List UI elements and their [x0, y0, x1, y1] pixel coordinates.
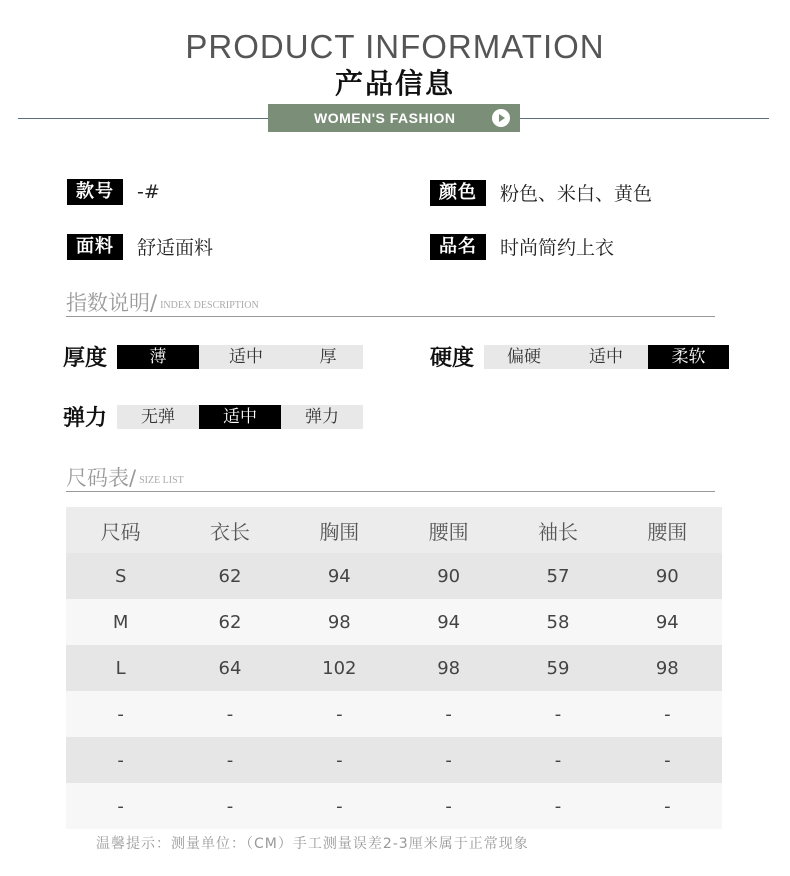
index-bar [117, 345, 363, 369]
col-header: 腰围 [394, 507, 503, 553]
index-option: 弹力 [305, 406, 339, 427]
table-cell: 90 [613, 553, 722, 599]
title-en: PRODUCT INFORMATION [185, 28, 605, 65]
index-label: 厚度 [63, 346, 108, 371]
table-cell: - [66, 691, 175, 737]
size-table-header [66, 507, 722, 553]
info-tag: 颜色 [430, 180, 486, 206]
measurement-note: 温馨提示：测量单位：（CM）手工测量误差2-3厘米属于正常现象 [96, 836, 529, 852]
table-cell: 62 [175, 553, 284, 599]
table-cell: - [175, 737, 284, 783]
index-option: 适中 [589, 346, 623, 367]
index-option: 薄 [117, 345, 199, 369]
index-label: 弹力 [63, 406, 108, 431]
info-value: 粉色、米白、黄色 [500, 183, 653, 205]
table-cell: - [66, 737, 175, 783]
col-header: 腰围 [613, 507, 722, 553]
table-cell: 62 [175, 599, 284, 645]
table-row [66, 783, 722, 829]
table-cell: 59 [503, 645, 612, 691]
index-option: 适中 [199, 405, 281, 429]
size-table [66, 507, 722, 829]
index-hardness [430, 341, 729, 372]
index-option: 无弹 [141, 406, 175, 427]
col-header: 袖长 [503, 507, 612, 553]
info-tag: 品名 [430, 234, 486, 260]
table-cell: - [285, 691, 394, 737]
banner-label: WOMEN'S FASHION [314, 110, 456, 126]
table-cell: - [503, 737, 612, 783]
table-cell: - [66, 783, 175, 829]
index-option: 适中 [229, 346, 263, 367]
table-cell: 57 [503, 553, 612, 599]
table-cell: - [613, 737, 722, 783]
table-cell: 98 [613, 645, 722, 691]
table-cell: S [66, 553, 175, 599]
col-header: 胸围 [285, 507, 394, 553]
info-tag: 面料 [67, 234, 123, 260]
index-elasticity [63, 401, 363, 432]
table-cell: 102 [285, 645, 394, 691]
table-cell: 98 [285, 599, 394, 645]
table-cell: - [285, 783, 394, 829]
fashion-banner [268, 104, 520, 132]
play-icon [492, 109, 510, 127]
table-cell: - [613, 691, 722, 737]
info-value: 时尚简约上衣 [500, 237, 615, 259]
table-cell: - [503, 691, 612, 737]
table-cell: - [394, 783, 503, 829]
section-title-en: SIZE LIST [139, 475, 184, 486]
info-value: 舒适面料 [137, 237, 214, 259]
table-cell: 90 [394, 553, 503, 599]
table-cell: M [66, 599, 175, 645]
table-cell: - [503, 783, 612, 829]
col-header: 衣长 [175, 507, 284, 553]
table-cell: - [175, 783, 284, 829]
info-fabric [67, 233, 213, 260]
info-style-number [67, 179, 160, 205]
table-cell: L [66, 645, 175, 691]
section-slash: / [129, 466, 137, 490]
index-option: 偏硬 [507, 346, 541, 367]
index-label: 硬度 [430, 346, 475, 371]
index-thickness [63, 341, 363, 372]
section-title-en: INDEX DESCRIPTION [160, 300, 259, 311]
table-cell: - [175, 691, 284, 737]
table-cell: 98 [394, 645, 503, 691]
table-cell: 94 [285, 553, 394, 599]
table-cell: 58 [503, 599, 612, 645]
table-cell: - [285, 737, 394, 783]
table-cell: 64 [175, 645, 284, 691]
table-cell: - [394, 691, 503, 737]
index-section-heading [66, 288, 715, 317]
index-option: 厚 [319, 346, 337, 367]
index-bar [484, 345, 729, 369]
table-cell: 94 [613, 599, 722, 645]
section-title-cn: 尺码表 [66, 466, 129, 490]
table-cell: - [394, 737, 503, 783]
table-cell: 94 [394, 599, 503, 645]
section-title-cn: 指数说明 [66, 291, 150, 315]
info-value: -# [137, 181, 160, 203]
info-product-name [430, 233, 614, 260]
col-header: 尺码 [66, 507, 175, 553]
index-option: 柔软 [648, 345, 729, 369]
table-cell: - [613, 783, 722, 829]
table-row [66, 599, 722, 645]
index-bar [117, 405, 363, 429]
table-row [66, 553, 722, 599]
table-row [66, 737, 722, 783]
title-cn: 产品信息 [334, 67, 455, 100]
section-slash: / [150, 291, 158, 315]
table-row [66, 645, 722, 691]
table-row [66, 691, 722, 737]
info-tag: 款号 [67, 179, 123, 205]
info-color [430, 179, 652, 206]
size-section-heading [66, 463, 715, 492]
